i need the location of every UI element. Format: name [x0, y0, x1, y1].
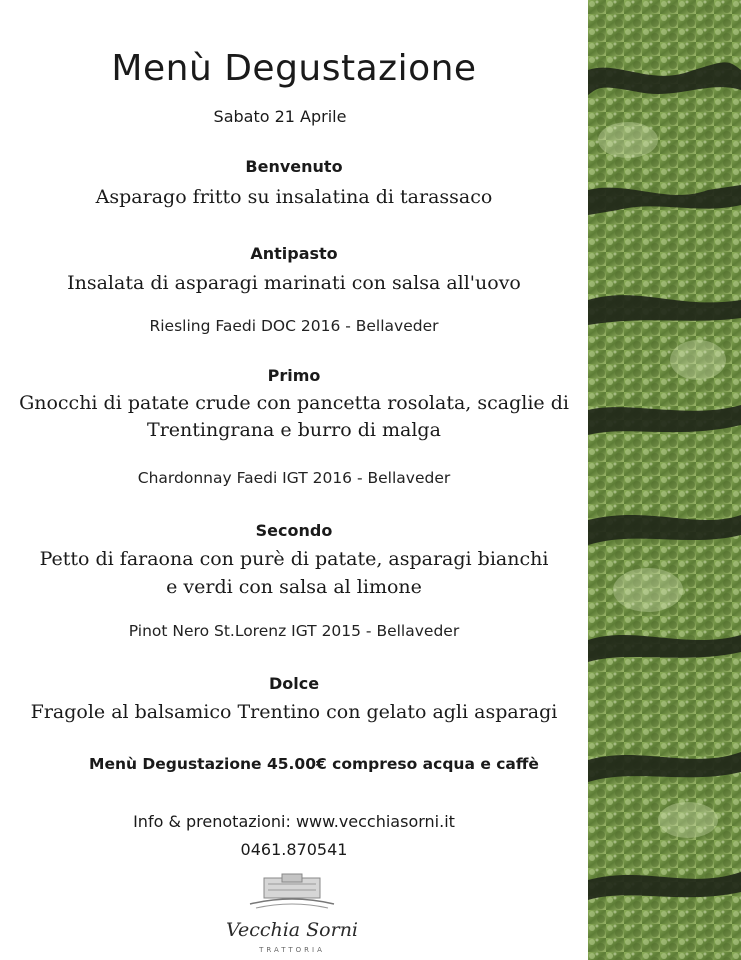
price-note: Menù Degustazione 45.00€ compreso acqua e caffè [89, 755, 539, 773]
building-icon [250, 874, 334, 908]
course-antipasto-wine: Riesling Faedi DOC 2016 - Bellaveder [149, 317, 439, 335]
course-primo-heading: Primo [267, 366, 321, 385]
logo-wordmark: Vecchia Sorni [225, 919, 359, 941]
course-primo-dish-line2: Trentingrana e burro di malga [147, 419, 441, 441]
course-secondo-dish-line1: Petto di faraona con purè di patate, asparagi bianchi [39, 548, 549, 570]
course-antipasto-heading: Antipasto [250, 244, 338, 263]
logo-subtitle: TRATTORIA [259, 946, 325, 954]
course-dolce-heading: Dolce [268, 674, 320, 693]
course-primo-dish-line1: Gnocchi di patate crude con pancetta rosolata, scaglie di [19, 392, 569, 414]
trattoria-logo [222, 872, 362, 956]
booking-info: Info & prenotazioni: www.vecchiasorni.it [133, 812, 455, 831]
course-secondo-heading: Secondo [255, 521, 333, 540]
menu-title: Menù Degustazione [111, 48, 477, 89]
course-benvenuto-dish: Asparago fritto su insalatina di tarassaco [95, 186, 493, 208]
course-dolce-dish: Fragole al balsamico Trentino con gelato agli asparagi [30, 701, 558, 723]
course-secondo-dish-line2: e verdi con salsa al limone [166, 576, 422, 598]
phone-number: 0461.870541 [240, 840, 348, 859]
course-secondo-wine: Pinot Nero St.Lorenz IGT 2015 - Bellaveder [128, 622, 460, 640]
course-antipasto-dish: Insalata di asparagi marinati con salsa all'uovo [67, 272, 521, 294]
mossy-rock-photo [588, 0, 741, 960]
menu-date: Sabato 21 Aprile [213, 107, 347, 126]
course-benvenuto-heading: Benvenuto [245, 157, 343, 176]
course-primo-wine: Chardonnay Faedi IGT 2016 - Bellaveder [137, 469, 451, 487]
